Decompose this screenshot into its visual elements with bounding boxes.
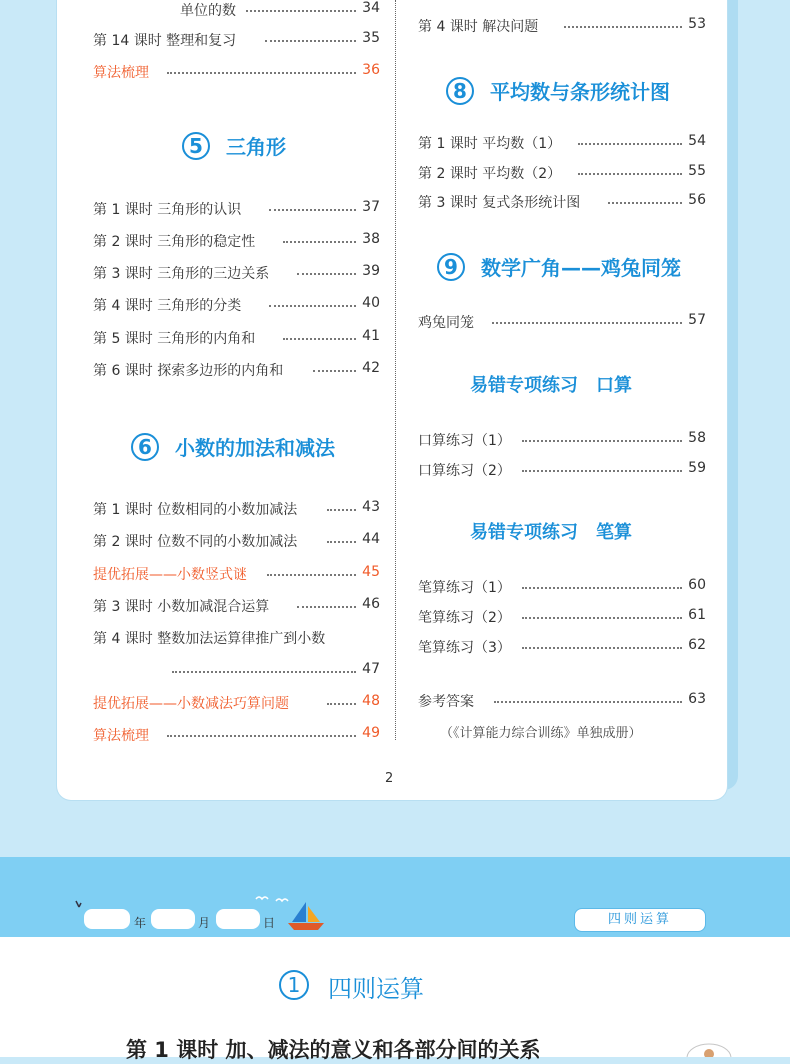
sailboat-icon	[284, 900, 328, 932]
toc-row[interactable]: 笔算练习（3） 62	[418, 637, 706, 656]
toc-row[interactable]: 提优拓展——小数减法巧算问题 48	[93, 693, 380, 712]
chapter-heading: 8 平均数与条形统计图	[446, 76, 670, 105]
lesson-title: 第 1 课时 加、减法的意义和各部分间的关系	[126, 1038, 541, 1062]
toc-row[interactable]: 单位的数 34	[180, 0, 380, 19]
chapter-heading: 5 三角形	[182, 131, 286, 160]
seagull-icon	[74, 897, 88, 911]
toc-row[interactable]: 第 4 课时 三角形的分类 40	[93, 295, 380, 314]
toc-row[interactable]: 鸡兔同笼 57	[418, 312, 706, 331]
toc-row[interactable]: 第 2 课时 三角形的稳定性 38	[93, 231, 380, 250]
toc-row[interactable]: 第 5 课时 三角形的内角和 41	[93, 328, 380, 347]
page-number: 2	[385, 771, 394, 786]
toc-row[interactable]: 第 6 课时 探索多边形的内角和 42	[93, 360, 380, 379]
toc-sheet	[57, 0, 727, 800]
toc-row[interactable]: 第 3 课时 复式条形统计图 56	[418, 192, 706, 211]
toc-row[interactable]: 第 14 课时 整理和复习 35	[93, 30, 380, 49]
toc-row[interactable]: 口算练习（2） 59	[418, 460, 706, 479]
chapter-heading: 6 小数的加法和减法	[131, 432, 335, 461]
year-box[interactable]	[84, 909, 130, 929]
year-label: 年	[134, 916, 147, 930]
section-heading: 易错专项练习 口算	[470, 375, 632, 396]
toc-row[interactable]: 参考答案 63	[418, 691, 706, 710]
toc-row[interactable]: 第 4 课时 解决问题 53	[418, 16, 706, 35]
topic-tag: 四则运算	[574, 908, 706, 932]
toc-row[interactable]: 算法梳理 49	[93, 725, 380, 744]
toc-row[interactable]: 笔算练习（1） 60	[418, 577, 706, 596]
mascot-icon	[684, 1040, 734, 1057]
month-box[interactable]	[151, 909, 195, 929]
toc-row[interactable]: 第 1 课时 平均数（1） 54	[418, 133, 706, 152]
chapter-title: 四则运算	[328, 975, 424, 1003]
day-box[interactable]	[216, 909, 260, 929]
toc-row[interactable]: 第 3 课时 三角形的三边关系 39	[93, 263, 380, 282]
booklet-note: （《计算能力综合训练》单独成册）	[440, 726, 642, 741]
toc-row[interactable]: 提优拓展——小数竖式谜 45	[93, 564, 380, 583]
toc-row[interactable]: 口算练习（1） 58	[418, 430, 706, 449]
section-heading: 易错专项练习 笔算	[470, 522, 632, 543]
toc-row[interactable]: 第 2 课时 位数不同的小数加减法 44	[93, 531, 380, 550]
month-label: 月	[198, 916, 211, 930]
toc-row[interactable]: 算法梳理 36	[93, 62, 380, 81]
chapter-heading: 9 数学广角——鸡兔同笼	[437, 252, 681, 281]
chapter-number: 1	[279, 970, 309, 1000]
column-divider	[395, 0, 396, 740]
toc-row[interactable]: 第 1 课时 位数相同的小数加减法 43	[93, 499, 380, 518]
toc-row[interactable]: 第 2 课时 平均数（2） 55	[418, 163, 706, 182]
toc-row[interactable]: 笔算练习（2） 61	[418, 607, 706, 626]
toc-row[interactable]: 47	[170, 661, 380, 683]
toc-row[interactable]: 第 4 课时 整数加法运算律推广到小数	[93, 631, 326, 647]
toc-row[interactable]: 第 1 课时 三角形的认识 37	[93, 199, 380, 218]
day-label: 日	[263, 916, 276, 930]
toc-row[interactable]: 第 3 课时 小数加减混合运算 46	[93, 596, 380, 615]
